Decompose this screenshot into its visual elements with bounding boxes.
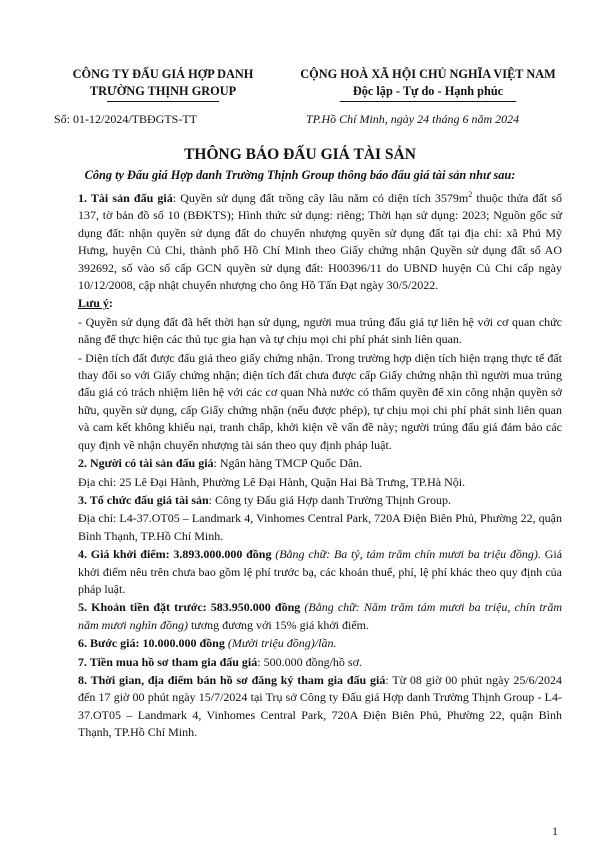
document-subtitle: Công ty Đấu giá Hợp danh Trường Thịnh Group thông báo đấu giá tài sản như sau: (84, 168, 516, 182)
place-date: TP.Hồ Chí Minh, ngày 24 tháng 6 năm 2024 (306, 112, 520, 126)
section-6-label: 6. Bước giá (78, 636, 136, 651)
section-3-text: : Công ty Đấu giá Hợp danh Trường Thịnh Group. (208, 492, 451, 507)
section-1-text: : Quyền sử dụng đất trồng cây lâu năm có diện tích 3579m (172, 191, 469, 205)
note-heading (78, 295, 562, 312)
nation-header (278, 66, 578, 102)
bid-step: : 10.000.000 đồng (135, 636, 225, 651)
section-2 (78, 455, 562, 472)
area-superscript: 2 (468, 190, 473, 199)
section-3 (78, 492, 562, 509)
starting-price-words: (Bằng chữ: Ba tỷ, tám trăm chín mươi ba triệu đồng). (275, 547, 541, 562)
section-4 (78, 546, 562, 598)
page-number: 1 (552, 824, 558, 838)
section-2-address: Địa chỉ: 25 Lê Đại Hành, Phường Lê Đại Hành, Quận Hai Bà Trưng, TP.Hà Nội. (78, 474, 466, 489)
section-7-text: : 500.000 đồng/hồ sơ. (257, 654, 362, 669)
deposit-words: (Bằng chữ: Năm trăm tám mươi ba triệu, chín trăm năm mươi nghìn đồng) (78, 600, 562, 632)
document-title: THÔNG BÁO ĐẤU GIÁ TÀI SẢN (184, 146, 416, 163)
nation-motto: Độc lập - Tự do - Hạnh phúc (352, 84, 504, 98)
section-5 (78, 599, 562, 634)
section-4-label: 4. Giá khởi điểm (78, 547, 166, 562)
note-item-1: - Quyền sử dụng đất đã hết thời hạn sử dụng, người mua trúng đấu giá tự liên hệ với cơ quan chức năng để thực hiện các thủ tục gia hạn và tự chịu mọi chi phí phát sinh liên quan. (78, 314, 562, 347)
section-5-label: 5. Khoản tiền đặt trước (78, 600, 203, 615)
section-8-text: : Từ 08 giờ 00 phút ngày 25/6/2024 đến 17 giờ 00 phút ngày 15/7/2024 tại Trụ sở Công ty Đấu giá Hợp danh Trường Thịnh Group - L4-37.OT05 – Landmark 4, Vinhomes Central Park, 720A Điện Biên Phủ, Phường 22, quận Bình Thạnh, TP.Hồ Chí Minh. (78, 672, 562, 740)
section-8 (78, 672, 562, 742)
section-7-label: 7. Tiền mua hồ sơ tham gia đấu giá (78, 654, 258, 669)
nation-name: CỘNG HOÀ XÃ HỘI CHỦ NGHĨA VIỆT NAM (300, 67, 556, 81)
section-8-label: 8. Thời gian, địa điểm bán hồ sơ đăng ký tham gia đấu giá (78, 672, 386, 687)
company-name: CÔNG TY ĐẤU GIÁ HỢP DANH (72, 67, 254, 81)
header-underline-left (107, 101, 219, 102)
section-1 (78, 186, 562, 294)
starting-price: : 3.893.000.000 đồng (165, 547, 272, 562)
header-underline-right (340, 101, 516, 102)
section-3-address: Địa chỉ: L4-37.OT05 – Landmark 4, Vinhomes Central Park, 720A Điện Biên Phủ, Phường 22, quận Bình Thạnh, TP.Hồ Chí Minh. (78, 511, 562, 543)
document-body (78, 186, 562, 743)
note-colon: : (108, 296, 113, 311)
section-6 (78, 635, 562, 652)
note-label: Lưu ý (78, 296, 109, 311)
section-7 (78, 654, 562, 671)
section-2-text: : Ngân hàng TMCP Quốc Dân. (213, 456, 363, 471)
section-2-label: 2. Người có tài sản đấu giá (78, 456, 214, 471)
company-name-line2: TRƯỜNG THỊNH GROUP (89, 84, 237, 98)
document-number: Số: 01-12/2024/TBĐGTS-TT (54, 112, 197, 126)
bid-step-words: (Mười triệu đồng)/lần. (227, 636, 337, 651)
section-5-text: tương đương với 15% giá khởi điểm. (187, 617, 369, 632)
company-header (48, 66, 278, 102)
section-1-label: 1. Tài sản đấu giá (78, 191, 173, 205)
deposit-amount: : 583.950.000 đồng (202, 600, 301, 615)
section-3-label: 3. Tổ chức đấu giá tài sản (78, 492, 209, 507)
section-4-text: Giá khởi điểm nêu trên chưa bao gồm lệ phí trước bạ, các khoản thuế, phí, lệ phí khác theo quy định của pháp luật. (78, 547, 563, 596)
note-item-2: - Diện tích đất được đấu giá theo giấy chứng nhận. Trong trường hợp diện tích hiện trạng thực tế đất thay đổi so với Giấy chứng nhận; diện tích đất chưa được cấp Giấy chứng nhận thì người mua trúng đấu giá có trách nhiệm liên hệ với các cơ quan Nhà nước có thẩm quyền để xin công nhận quyền sở hữu, quyền sử dụng, cấp Giấy chứng nhận (nếu được phép), tự chịu mọi chi phí phát sinh liên quan và cam kết không khiếu nại, tranh chấp, khởi kiện về vấn đề này; người trúng đấu giá đảm bảo các quy định về nhận chuyển nhượng tài sản theo quy định pháp luật. (78, 350, 562, 452)
section-1-text-cont: thuộc thửa đất số 137, tờ bản đồ số 10 (BĐKTS); Hình thức sử dụng: riêng; Thời hạn sử dụng: 2023; Nguồn gốc sử dụng đất: nhận quyền sử dụng đất do chuyển nhượng quyền sử dụng đất tại địa chỉ: xã Phú Mỹ Hưng, huyện Củ Chi, thành phố Hồ Chí Minh theo Giấy chứng nhận Quyền sử dụng đất số AO 392692, số vào sổ cấp GCN quyền sử dụng đất: H00396/11 do UBND huyện Củ Chi cấp ngày 10/12/2008, cập nhật chuyển nhượng cho ông Hồ Tấn Đạt ngày 30/5/2022. (78, 191, 563, 293)
